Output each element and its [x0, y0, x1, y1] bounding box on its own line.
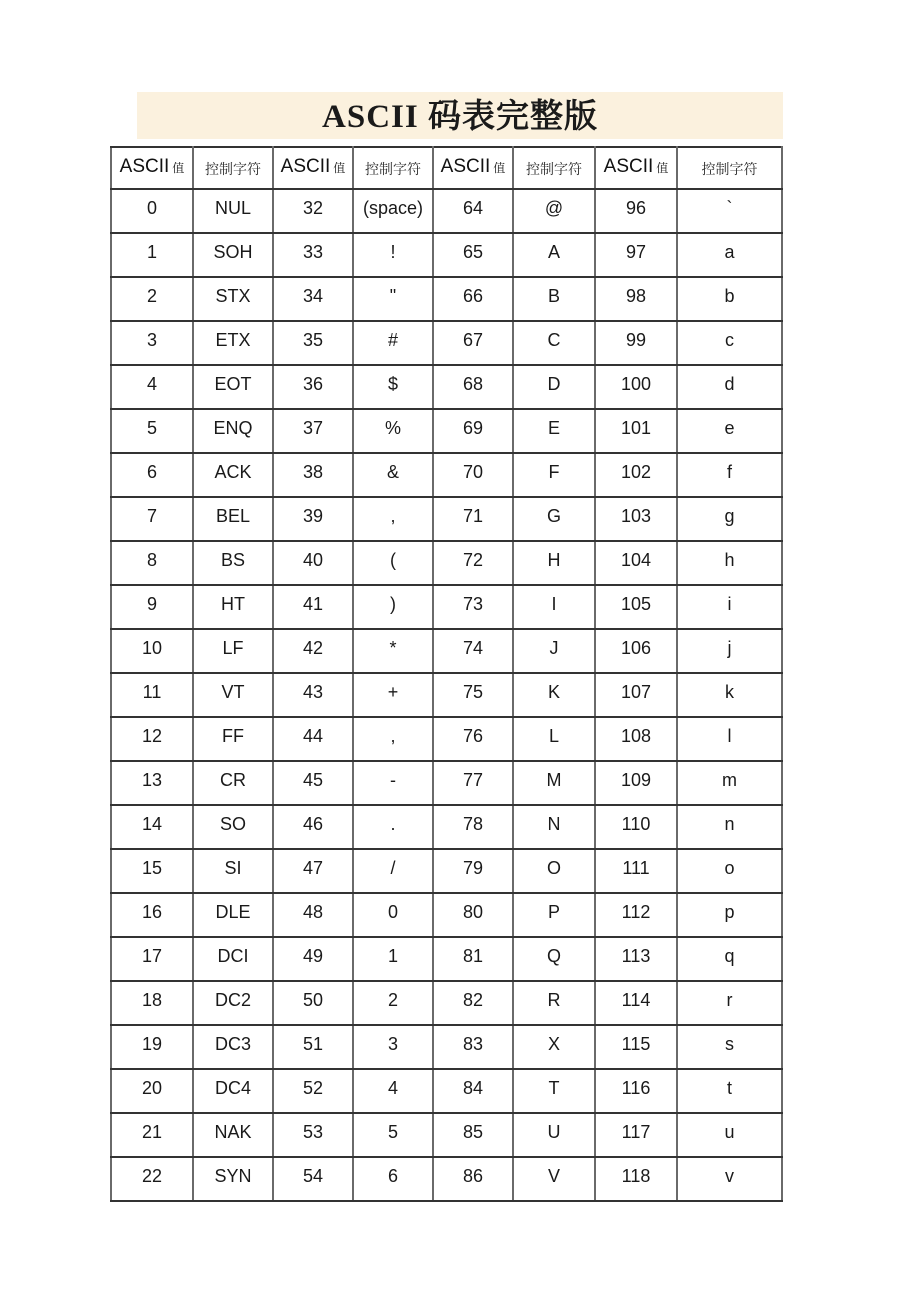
cell-control-char: BEL	[193, 497, 273, 541]
cell-ascii-value: 73	[433, 585, 513, 629]
cell-ascii-value: 103	[595, 497, 677, 541]
cell-control-char: 1	[353, 937, 433, 981]
cell-ascii-value: 106	[595, 629, 677, 673]
cell-ascii-value: 66	[433, 277, 513, 321]
cell-ascii-value: 36	[273, 365, 353, 409]
cell-control-char: X	[513, 1025, 595, 1069]
cell-ascii-value: 54	[273, 1157, 353, 1201]
table-row	[111, 981, 782, 1025]
cell-ascii-value: 44	[273, 717, 353, 761]
cell-ascii-value: 51	[273, 1025, 353, 1069]
cell-ascii-value: 39	[273, 497, 353, 541]
cell-ascii-value: 46	[273, 805, 353, 849]
cell-control-char: 6	[353, 1157, 433, 1201]
column-header-control-char: 控制字符	[513, 147, 595, 189]
cell-control-char: k	[677, 673, 782, 717]
cell-ascii-value: 116	[595, 1069, 677, 1113]
cell-ascii-value: 109	[595, 761, 677, 805]
cell-ascii-value: 1	[111, 233, 193, 277]
cell-ascii-value: 68	[433, 365, 513, 409]
cell-control-char: A	[513, 233, 595, 277]
cell-control-char: h	[677, 541, 782, 585]
cell-ascii-value: 111	[595, 849, 677, 893]
cell-ascii-value: 11	[111, 673, 193, 717]
cell-control-char: J	[513, 629, 595, 673]
cell-ascii-value: 49	[273, 937, 353, 981]
table-row	[111, 189, 782, 233]
cell-control-char: t	[677, 1069, 782, 1113]
cell-control-char: BS	[193, 541, 273, 585]
cell-control-char: EOT	[193, 365, 273, 409]
table-row	[111, 541, 782, 585]
cell-ascii-value: 4	[111, 365, 193, 409]
table-row	[111, 233, 782, 277]
cell-ascii-value: 108	[595, 717, 677, 761]
table-header	[111, 147, 782, 189]
cell-control-char: %	[353, 409, 433, 453]
cell-control-char: n	[677, 805, 782, 849]
title-band	[137, 92, 783, 139]
cell-control-char: I	[513, 585, 595, 629]
cell-control-char: `	[677, 189, 782, 233]
cell-control-char: T	[513, 1069, 595, 1113]
cell-ascii-value: 10	[111, 629, 193, 673]
cell-control-char: DC4	[193, 1069, 273, 1113]
cell-ascii-value: 104	[595, 541, 677, 585]
cell-control-char: N	[513, 805, 595, 849]
cell-ascii-value: 42	[273, 629, 353, 673]
header-value-suffix: 值	[490, 161, 506, 175]
table-row	[111, 453, 782, 497]
cell-control-char: (space)	[353, 189, 433, 233]
cell-ascii-value: 18	[111, 981, 193, 1025]
cell-ascii-value: 32	[273, 189, 353, 233]
cell-ascii-value: 21	[111, 1113, 193, 1157]
header-value-suffix: 值	[169, 161, 185, 175]
cell-control-char: U	[513, 1113, 595, 1157]
cell-control-char: o	[677, 849, 782, 893]
cell-ascii-value: 98	[595, 277, 677, 321]
cell-control-char: FF	[193, 717, 273, 761]
cell-control-char: M	[513, 761, 595, 805]
cell-control-char: $	[353, 365, 433, 409]
cell-control-char: DC3	[193, 1025, 273, 1069]
cell-ascii-value: 105	[595, 585, 677, 629]
cell-control-char: VT	[193, 673, 273, 717]
cell-control-char: "	[353, 277, 433, 321]
cell-control-char: L	[513, 717, 595, 761]
cell-ascii-value: 107	[595, 673, 677, 717]
column-header-ascii-value	[273, 147, 353, 189]
cell-ascii-value: 96	[595, 189, 677, 233]
column-header-control-char: 控制字符	[677, 147, 782, 189]
cell-control-char: STX	[193, 277, 273, 321]
cell-ascii-value: 101	[595, 409, 677, 453]
cell-control-char: j	[677, 629, 782, 673]
cell-control-char: SOH	[193, 233, 273, 277]
cell-ascii-value: 37	[273, 409, 353, 453]
cell-control-char: D	[513, 365, 595, 409]
cell-control-char: *	[353, 629, 433, 673]
cell-ascii-value: 41	[273, 585, 353, 629]
cell-control-char: SO	[193, 805, 273, 849]
cell-control-char: 4	[353, 1069, 433, 1113]
cell-control-char: Q	[513, 937, 595, 981]
cell-ascii-value: 80	[433, 893, 513, 937]
header-row	[111, 147, 782, 189]
cell-ascii-value: 65	[433, 233, 513, 277]
cell-ascii-value: 2	[111, 277, 193, 321]
page-title: ASCII 码表完整版	[322, 99, 598, 135]
cell-ascii-value: 67	[433, 321, 513, 365]
cell-control-char: O	[513, 849, 595, 893]
cell-ascii-value: 97	[595, 233, 677, 277]
cell-control-char: 3	[353, 1025, 433, 1069]
cell-control-char: r	[677, 981, 782, 1025]
cell-ascii-value: 86	[433, 1157, 513, 1201]
cell-control-char: s	[677, 1025, 782, 1069]
table-row	[111, 717, 782, 761]
cell-ascii-value: 0	[111, 189, 193, 233]
cell-ascii-value: 118	[595, 1157, 677, 1201]
cell-control-char: CR	[193, 761, 273, 805]
cell-ascii-value: 79	[433, 849, 513, 893]
table-row	[111, 277, 782, 321]
cell-control-char: v	[677, 1157, 782, 1201]
cell-ascii-value: 33	[273, 233, 353, 277]
cell-ascii-value: 48	[273, 893, 353, 937]
cell-control-char: ACK	[193, 453, 273, 497]
table-row	[111, 585, 782, 629]
cell-control-char: DLE	[193, 893, 273, 937]
table-row	[111, 321, 782, 365]
cell-ascii-value: 76	[433, 717, 513, 761]
cell-control-char: LF	[193, 629, 273, 673]
cell-control-char: V	[513, 1157, 595, 1201]
cell-control-char: ENQ	[193, 409, 273, 453]
cell-ascii-value: 6	[111, 453, 193, 497]
cell-ascii-value: 75	[433, 673, 513, 717]
table-row	[111, 1157, 782, 1201]
cell-control-char: ETX	[193, 321, 273, 365]
cell-ascii-value: 17	[111, 937, 193, 981]
cell-control-char: /	[353, 849, 433, 893]
cell-ascii-value: 114	[595, 981, 677, 1025]
cell-ascii-value: 117	[595, 1113, 677, 1157]
cell-control-char: NUL	[193, 189, 273, 233]
cell-ascii-value: 8	[111, 541, 193, 585]
cell-ascii-value: 85	[433, 1113, 513, 1157]
cell-control-char: H	[513, 541, 595, 585]
cell-ascii-value: 74	[433, 629, 513, 673]
column-header-control-char: 控制字符	[193, 147, 273, 189]
cell-control-char: d	[677, 365, 782, 409]
cell-ascii-value: 16	[111, 893, 193, 937]
cell-ascii-value: 110	[595, 805, 677, 849]
table-row	[111, 805, 782, 849]
cell-ascii-value: 64	[433, 189, 513, 233]
header-value-suffix: 值	[330, 161, 346, 175]
cell-control-char: ,	[353, 497, 433, 541]
cell-ascii-value: 7	[111, 497, 193, 541]
column-header-ascii-value	[111, 147, 193, 189]
cell-control-char: HT	[193, 585, 273, 629]
table-row	[111, 761, 782, 805]
cell-control-char: f	[677, 453, 782, 497]
ascii-table	[110, 146, 783, 1202]
cell-ascii-value: 113	[595, 937, 677, 981]
cell-control-char: -	[353, 761, 433, 805]
header-ascii-label: ASCII	[280, 156, 331, 177]
column-header-ascii-value	[433, 147, 513, 189]
cell-ascii-value: 82	[433, 981, 513, 1025]
cell-ascii-value: 100	[595, 365, 677, 409]
cell-ascii-value: 13	[111, 761, 193, 805]
cell-control-char: !	[353, 233, 433, 277]
header-value-suffix: 值	[653, 161, 669, 175]
table-row	[111, 497, 782, 541]
cell-ascii-value: 20	[111, 1069, 193, 1113]
header-ascii-label: ASCII	[603, 156, 654, 177]
table-row	[111, 937, 782, 981]
cell-ascii-value: 72	[433, 541, 513, 585]
cell-ascii-value: 15	[111, 849, 193, 893]
table-row	[111, 1069, 782, 1113]
cell-control-char: G	[513, 497, 595, 541]
cell-ascii-value: 47	[273, 849, 353, 893]
cell-ascii-value: 70	[433, 453, 513, 497]
header-ascii-label: ASCII	[440, 156, 491, 177]
cell-ascii-value: 81	[433, 937, 513, 981]
cell-control-char: e	[677, 409, 782, 453]
cell-control-char: m	[677, 761, 782, 805]
cell-ascii-value: 12	[111, 717, 193, 761]
cell-control-char: R	[513, 981, 595, 1025]
cell-control-char: @	[513, 189, 595, 233]
cell-ascii-value: 78	[433, 805, 513, 849]
cell-control-char: u	[677, 1113, 782, 1157]
cell-ascii-value: 9	[111, 585, 193, 629]
table-row	[111, 1025, 782, 1069]
cell-ascii-value: 43	[273, 673, 353, 717]
table-row	[111, 409, 782, 453]
cell-ascii-value: 22	[111, 1157, 193, 1201]
cell-control-char: )	[353, 585, 433, 629]
cell-control-char: a	[677, 233, 782, 277]
cell-control-char: ,	[353, 717, 433, 761]
cell-control-char: C	[513, 321, 595, 365]
cell-control-char: K	[513, 673, 595, 717]
cell-ascii-value: 14	[111, 805, 193, 849]
cell-ascii-value: 5	[111, 409, 193, 453]
cell-ascii-value: 77	[433, 761, 513, 805]
ascii-table-body	[111, 189, 782, 1201]
cell-ascii-value: 19	[111, 1025, 193, 1069]
cell-ascii-value: 102	[595, 453, 677, 497]
cell-ascii-value: 52	[273, 1069, 353, 1113]
cell-control-char: DC2	[193, 981, 273, 1025]
cell-ascii-value: 40	[273, 541, 353, 585]
cell-control-char: SYN	[193, 1157, 273, 1201]
cell-ascii-value: 71	[433, 497, 513, 541]
cell-control-char: &	[353, 453, 433, 497]
cell-ascii-value: 69	[433, 409, 513, 453]
cell-control-char: B	[513, 277, 595, 321]
cell-control-char: +	[353, 673, 433, 717]
cell-control-char: SI	[193, 849, 273, 893]
column-header-control-char: 控制字符	[353, 147, 433, 189]
cell-ascii-value: 35	[273, 321, 353, 365]
cell-control-char: F	[513, 453, 595, 497]
cell-control-char: 2	[353, 981, 433, 1025]
table-row	[111, 1113, 782, 1157]
cell-control-char: c	[677, 321, 782, 365]
cell-control-char: NAK	[193, 1113, 273, 1157]
cell-control-char: b	[677, 277, 782, 321]
cell-ascii-value: 115	[595, 1025, 677, 1069]
cell-ascii-value: 45	[273, 761, 353, 805]
table-row	[111, 629, 782, 673]
cell-ascii-value: 84	[433, 1069, 513, 1113]
cell-control-char: #	[353, 321, 433, 365]
cell-ascii-value: 3	[111, 321, 193, 365]
cell-ascii-value: 34	[273, 277, 353, 321]
cell-ascii-value: 53	[273, 1113, 353, 1157]
table-row	[111, 365, 782, 409]
cell-control-char: 5	[353, 1113, 433, 1157]
cell-ascii-value: 50	[273, 981, 353, 1025]
column-header-ascii-value	[595, 147, 677, 189]
cell-control-char: 0	[353, 893, 433, 937]
header-ascii-label: ASCII	[119, 156, 170, 177]
cell-ascii-value: 99	[595, 321, 677, 365]
table-row	[111, 893, 782, 937]
cell-control-char: i	[677, 585, 782, 629]
cell-ascii-value: 112	[595, 893, 677, 937]
cell-control-char: P	[513, 893, 595, 937]
cell-control-char: .	[353, 805, 433, 849]
cell-control-char: l	[677, 717, 782, 761]
cell-control-char: DCI	[193, 937, 273, 981]
table-row	[111, 673, 782, 717]
cell-ascii-value: 83	[433, 1025, 513, 1069]
cell-control-char: g	[677, 497, 782, 541]
cell-ascii-value: 38	[273, 453, 353, 497]
cell-control-char: p	[677, 893, 782, 937]
cell-control-char: E	[513, 409, 595, 453]
table-row	[111, 849, 782, 893]
cell-control-char: q	[677, 937, 782, 981]
cell-control-char: (	[353, 541, 433, 585]
